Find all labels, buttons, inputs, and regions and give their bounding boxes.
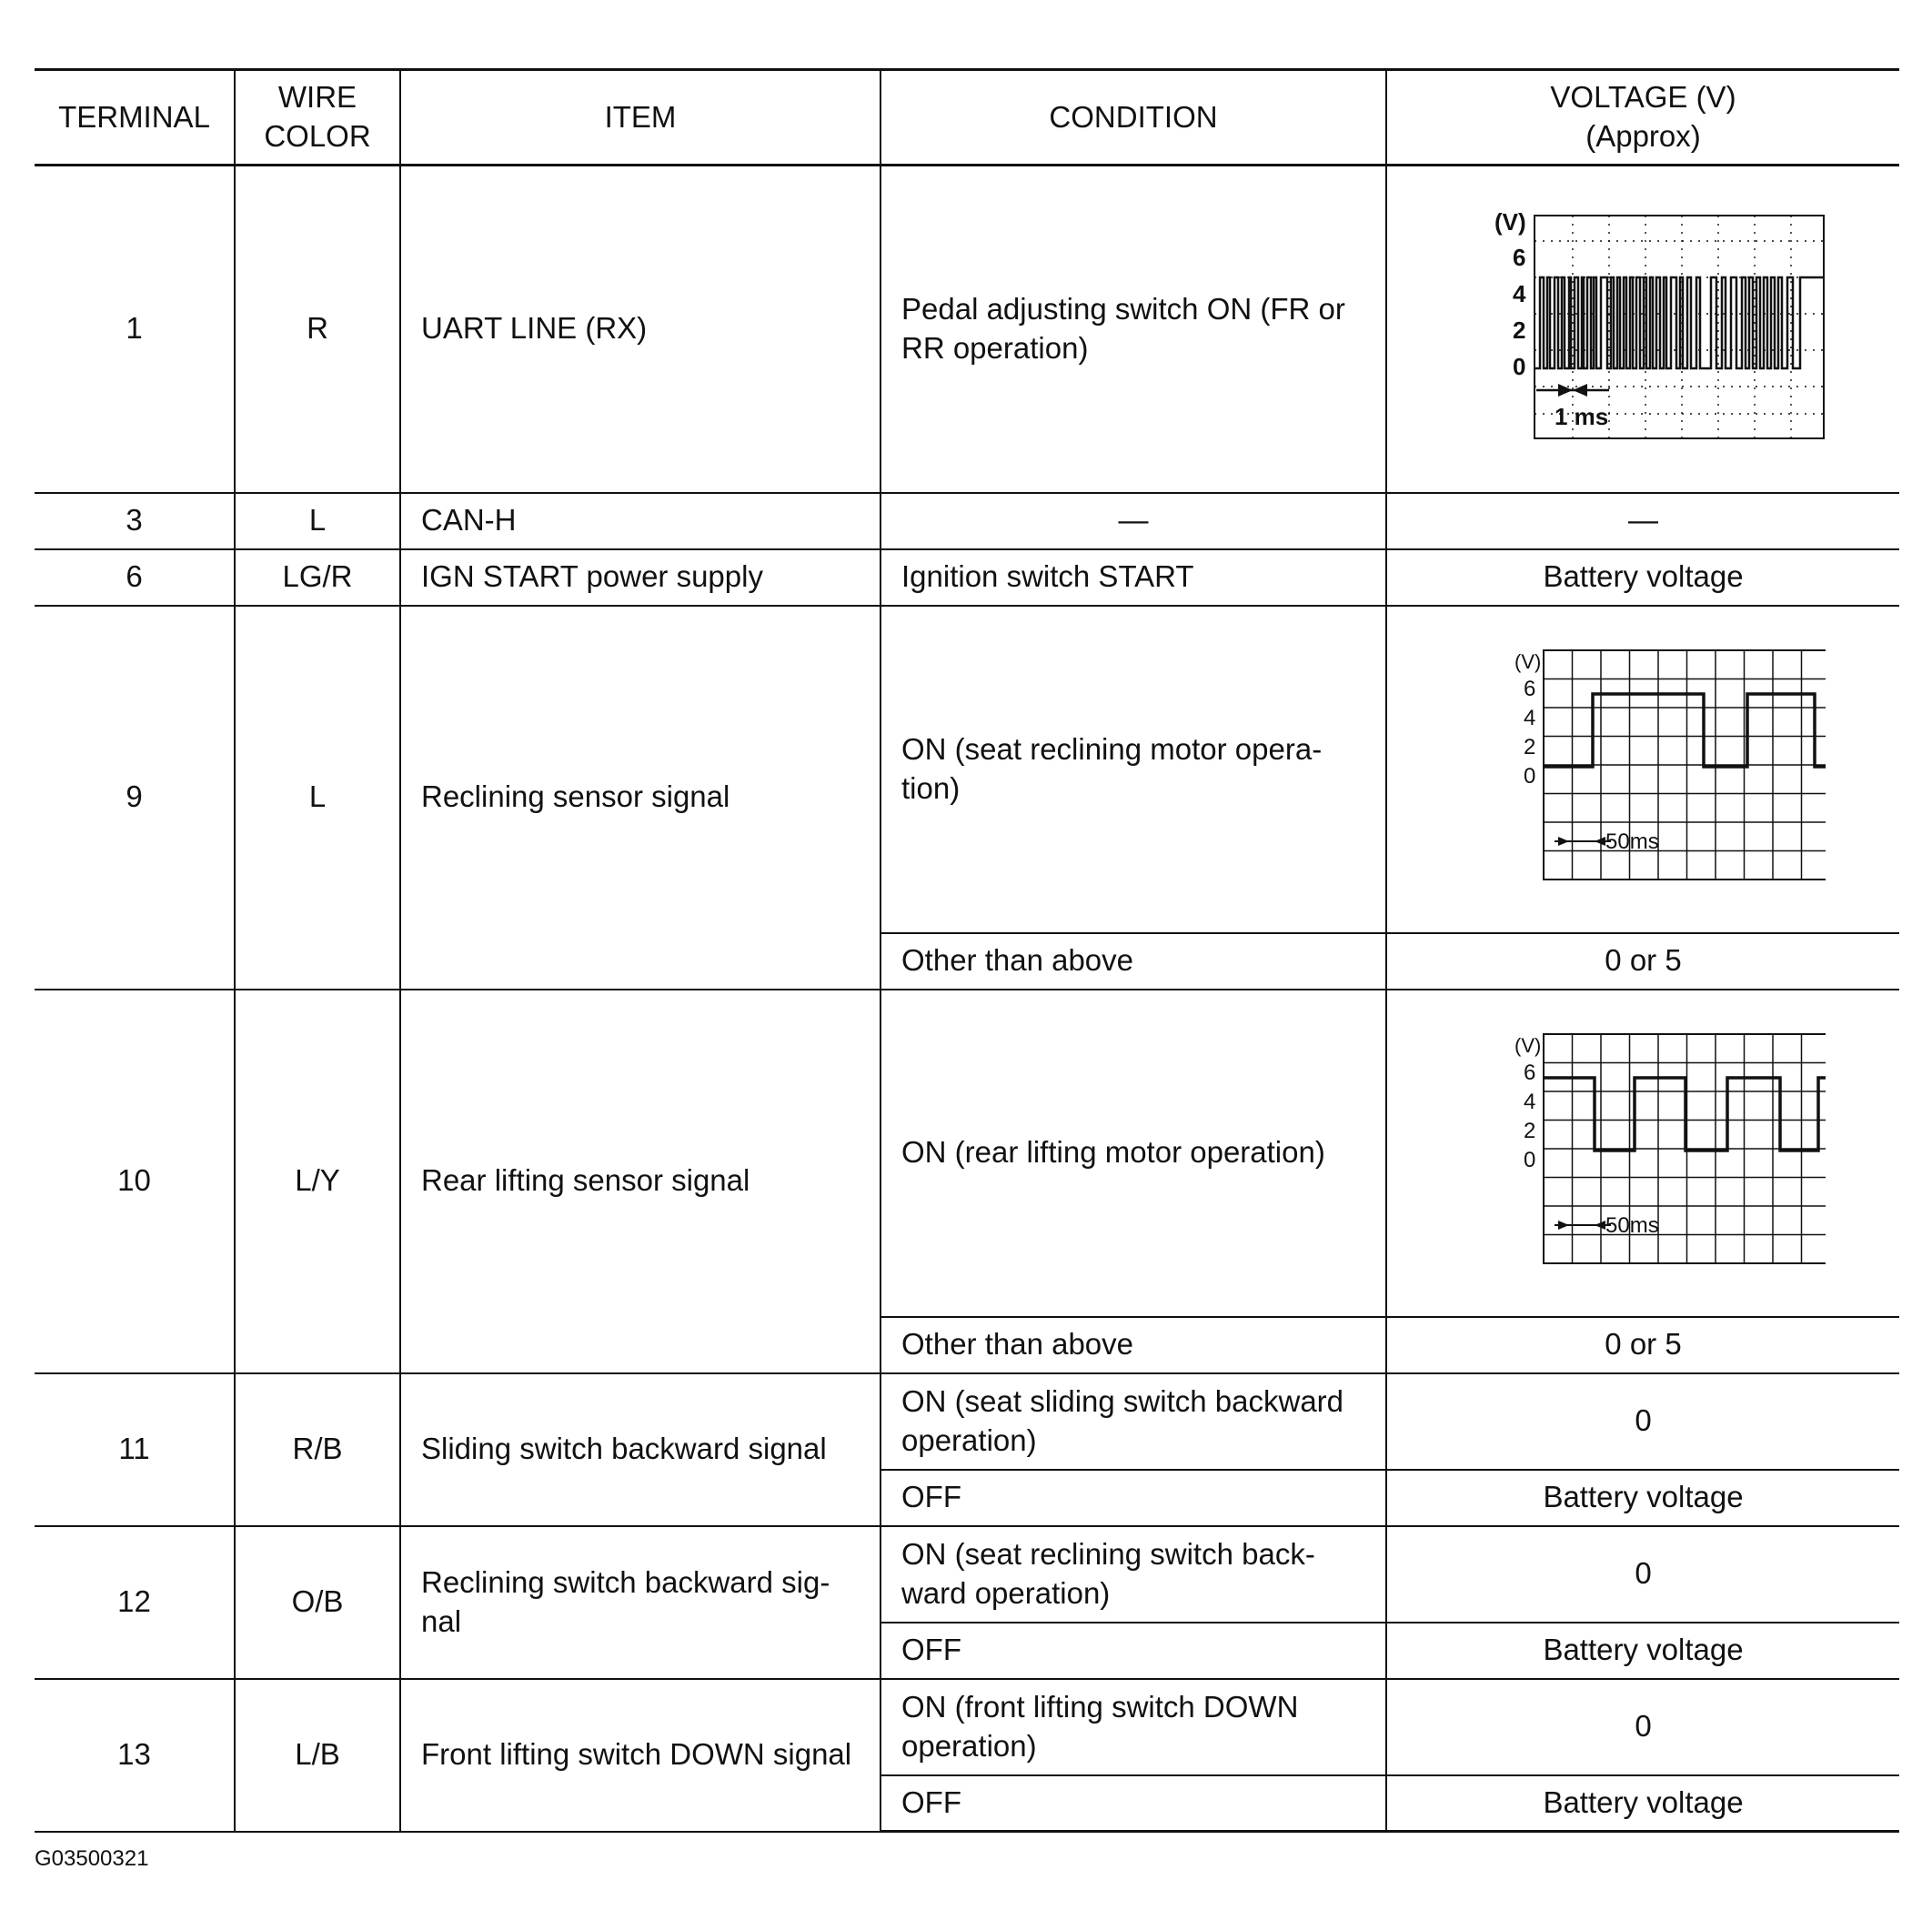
terminal-cell: 6 — [35, 549, 235, 606]
waveform-y-tick: 4 — [1523, 705, 1535, 730]
voltage-waveform-cell — [1386, 166, 1899, 493]
header-item: ITEM — [400, 70, 880, 166]
condition-cell: ON (seat reclining switch back-ward operation) — [880, 1526, 1386, 1623]
wire-color-cell: L — [235, 606, 400, 990]
condition-cell: ON (seat sliding switch backward operation) — [880, 1373, 1386, 1470]
recline-waveform-oscilloscope — [1462, 638, 1826, 901]
item-cell: Front lifting switch DOWN signal — [400, 1679, 880, 1832]
item-cell: Reclining switch backward sig-nal — [400, 1526, 880, 1679]
rear-lift-waveform-oscilloscope — [1462, 1021, 1826, 1285]
voltage-cell: — — [1386, 493, 1899, 549]
recline-signal-trace — [1544, 694, 1826, 767]
wire-color-cell: L — [235, 493, 400, 549]
waveform-y-tick: 4 — [1512, 279, 1525, 307]
condition-cell: ON (seat reclining motor opera-tion) — [880, 606, 1386, 933]
waveform-y-tick: 0 — [1523, 1147, 1535, 1172]
time-span-arrow-right — [1595, 1221, 1605, 1230]
table-row — [35, 606, 1899, 933]
voltage-waveform-cell — [1386, 990, 1899, 1317]
table-row — [35, 493, 1899, 549]
condition-cell: ON (front lifting switch DOWN operation) — [880, 1679, 1386, 1775]
waveform-y-tick: 6 — [1512, 243, 1525, 271]
waveform-grid — [1544, 650, 1826, 880]
wire-color-cell: L/B — [235, 1679, 400, 1832]
header-terminal: TERMINAL — [35, 70, 235, 166]
header-condition: CONDITION — [880, 70, 1386, 166]
item-cell: Rear lifting sensor signal — [400, 990, 880, 1373]
voltage-waveform-cell — [1386, 606, 1899, 933]
condition-cell: OFF — [880, 1470, 1386, 1526]
terminal-spec-table — [35, 68, 1899, 1833]
voltage-cell: 0 — [1386, 1526, 1899, 1623]
condition-cell: OFF — [880, 1775, 1386, 1832]
voltage-cell: Battery voltage — [1386, 1470, 1899, 1526]
condition-cell: OFF — [880, 1623, 1386, 1679]
waveform-time-label: 1 ms — [1554, 402, 1608, 430]
header-wire-color-line2: COLOR — [264, 119, 371, 153]
table-row — [35, 166, 1899, 493]
condition-cell: Ignition switch START — [880, 549, 1386, 606]
waveform-y-tick: 2 — [1523, 734, 1535, 759]
voltage-cell: Battery voltage — [1386, 1775, 1899, 1832]
terminal-cell: 9 — [35, 606, 235, 990]
waveform-y-tick: 0 — [1523, 763, 1535, 789]
condition-cell: Other than above — [880, 1317, 1386, 1373]
terminal-cell: 12 — [35, 1526, 235, 1679]
voltage-cell: 0 or 5 — [1386, 1317, 1899, 1373]
table-row — [35, 549, 1899, 606]
time-span-arrow-left — [1558, 1221, 1569, 1230]
wire-color-cell: L/Y — [235, 990, 400, 1373]
wire-color-cell: R — [235, 166, 400, 493]
waveform-time-label: 50ms — [1605, 829, 1659, 854]
header-row — [35, 70, 1899, 166]
item-cell: UART LINE (RX) — [400, 166, 880, 493]
rear-lift-signal-trace — [1544, 1078, 1826, 1151]
voltage-cell: 0 — [1386, 1679, 1899, 1775]
item-cell: CAN-H — [400, 493, 880, 549]
table-row — [35, 990, 1899, 1317]
uart-waveform-oscilloscope — [1453, 197, 1835, 461]
table-row — [35, 1679, 1899, 1775]
item-cell: Reclining sensor signal — [400, 606, 880, 990]
time-span-arrow-right — [1573, 384, 1587, 397]
waveform-y-tick: 6 — [1523, 676, 1535, 701]
condition-cell: ON (rear lifting motor operation) — [880, 990, 1386, 1317]
header-voltage-line2: (Approx) — [1585, 119, 1701, 153]
condition-cell: — — [880, 493, 1386, 549]
time-span-arrow-left — [1558, 384, 1573, 397]
header-voltage-line1: VOLTAGE (V) — [1550, 80, 1736, 115]
waveform-unit-label: (V) — [1494, 207, 1526, 236]
waveform-time-label: 50ms — [1605, 1212, 1659, 1238]
waveform-unit-label: (V) — [1514, 649, 1541, 673]
waveform-y-tick: 0 — [1512, 352, 1525, 380]
waveform-y-tick: 4 — [1523, 1089, 1535, 1114]
waveform-y-tick: 2 — [1523, 1118, 1535, 1143]
time-span-arrow-right — [1595, 837, 1605, 846]
terminal-cell: 1 — [35, 166, 235, 493]
condition-cell: Pedal adjusting switch ON (FR or RR operation) — [880, 166, 1386, 493]
wire-color-cell: O/B — [235, 1526, 400, 1679]
header-wire-color-line1: WIRE — [277, 80, 357, 115]
time-span-arrow-left — [1558, 837, 1569, 846]
wire-color-cell: LG/R — [235, 549, 400, 606]
voltage-cell: 0 — [1386, 1373, 1899, 1470]
terminal-cell: 13 — [35, 1679, 235, 1832]
uart-signal-trace — [1535, 277, 1824, 368]
header-wire-color — [235, 70, 400, 166]
header-voltage — [1386, 70, 1899, 166]
waveform-y-tick: 6 — [1523, 1060, 1535, 1085]
condition-cell: Other than above — [880, 933, 1386, 990]
voltage-cell: Battery voltage — [1386, 1623, 1899, 1679]
item-cell: IGN START power supply — [400, 549, 880, 606]
item-cell: Sliding switch backward signal — [400, 1373, 880, 1526]
voltage-cell: 0 or 5 — [1386, 933, 1899, 990]
waveform-y-tick: 2 — [1512, 316, 1525, 344]
terminal-cell: 3 — [35, 493, 235, 549]
voltage-cell: Battery voltage — [1386, 549, 1899, 606]
figure-code: G03500321 — [35, 1846, 149, 1871]
terminal-cell: 11 — [35, 1373, 235, 1526]
waveform-unit-label: (V) — [1514, 1033, 1541, 1057]
table-row — [35, 1526, 1899, 1623]
wire-color-cell: R/B — [235, 1373, 400, 1526]
table-row — [35, 1373, 1899, 1470]
terminal-cell: 10 — [35, 990, 235, 1373]
